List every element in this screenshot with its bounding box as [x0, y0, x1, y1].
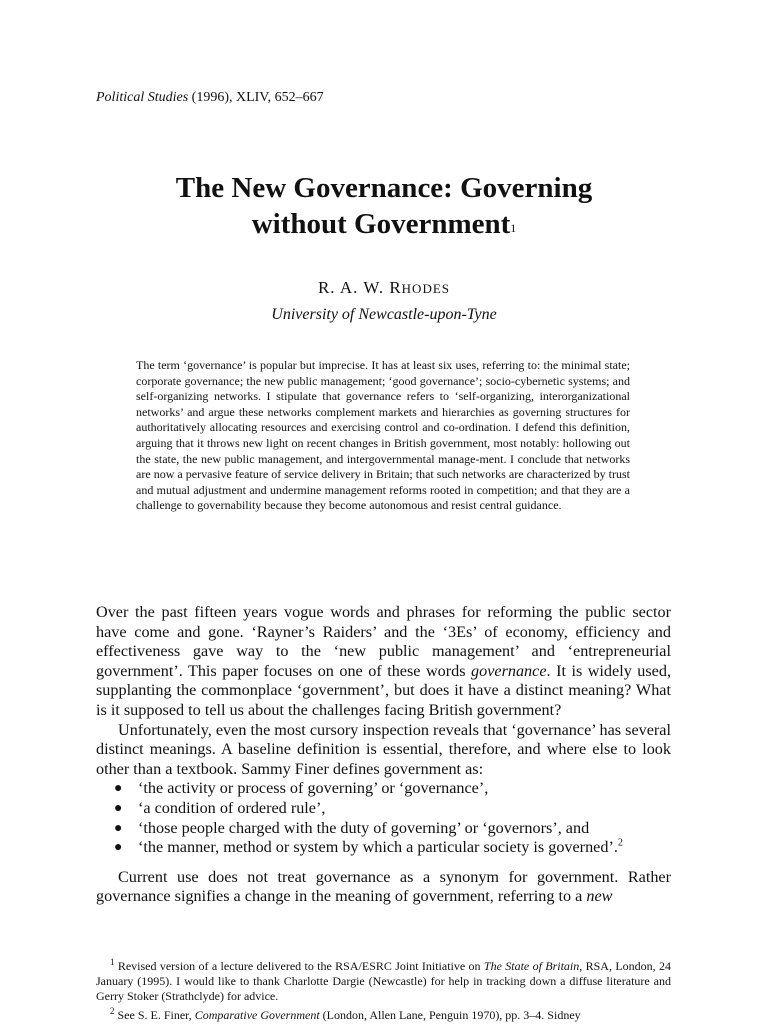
bullet-icon: ●: [114, 840, 123, 856]
list-item: [114, 819, 671, 839]
paragraph-1-emphasis: governance: [471, 661, 547, 680]
paragraph-3-emphasis: new: [586, 887, 613, 906]
footnote-2-part-a: See S. E. Finer,: [117, 1008, 195, 1022]
footnote-2-part-b: (London, Allen Lane, Penguin 1970), pp. 3–4. Sidney: [319, 1008, 581, 1022]
bullet-icon: ●: [114, 781, 123, 797]
title-footnote-marker: 1: [510, 221, 517, 235]
list-item: [114, 779, 671, 799]
paragraph-1: [96, 603, 671, 721]
list-item: [114, 838, 671, 858]
bullet-icon: ●: [114, 820, 123, 836]
paragraph-3: [96, 868, 671, 907]
article-title: [0, 170, 768, 242]
journal-info: (1996), XLIV, 652–667: [191, 90, 324, 105]
footnote-2: [96, 1004, 671, 1023]
list-item: [114, 799, 671, 819]
body-text: [96, 603, 671, 907]
paragraph-1-part-a: Over the past fifteen years vogue words and phrases for reforming the public sector have come and gone. ‘Rayner’s Raiders’ and the ‘3Es’ of economy, efficiency and effectiveness gave way to the ‘new public management’ and ‘entrepreneurial government’. This paper focuses on one of these words: [96, 603, 671, 680]
paragraph-3-part-a: Current use does not treat governance as a synonym for government. Rather governance signifies a change in the meaning of government, referring to a: [96, 867, 671, 906]
definition-list: [114, 779, 671, 857]
journal-citation: [96, 90, 324, 106]
title-line-1: The New Governance: Governing: [175, 172, 593, 204]
list-item-text: ‘those people charged with the duty of governing’ or ‘governors’, and: [138, 818, 590, 837]
footnote-1-part-a: Revised version of a lecture delivered to the RSA/ESRC Joint Initiative on: [117, 959, 484, 973]
footnote-2-mark: 2: [110, 1006, 115, 1016]
title-line-2-text: without Government: [251, 208, 511, 240]
abstract: The term ‘governance’ is popular but imprecise. It has at least six uses, referring to: the minimal state; corporate governance; the new public management; ‘good governance’; socio-cybernetic systems; and self-organizing networks. I stipulate that governance refers to ‘self-organizing, interorganizational networks’ and argue these networks complement markets and hierarchies as governing structures for authoritatively allocating resources and exercising control and co-ordination. I defend this definition, arguing that it throws new light on recent changes in British government, most notably: hollowing out the state, the new public management, and intergovernmental manage-ment. I conclude that networks are now a pervasive feature of service delivery in Britain; that such networks are characterized by trust and mutual adjustment and undermine management reforms rooted in competition; and that they are a challenge to governability because they become autonomous and resist central guidance.: [136, 358, 630, 513]
list-item-text: ‘the activity or process of governing’ or ‘governance’,: [138, 779, 489, 798]
footnote-1-mark: 1: [110, 957, 115, 967]
footnote-2-emphasis: Comparative Government: [194, 1008, 320, 1022]
author-name: [0, 278, 768, 298]
paragraph-2: Unfortunately, even the most cursory inspection reveals that ‘governance’ has several distinct meanings. A baseline definition is essential, therefore, and where else to look other than a textbook. Sammy Finer defines government as:: [96, 720, 671, 778]
author-affiliation: University of Newcastle-upon-Tyne: [271, 306, 497, 323]
author-initials: R. A. W. R: [317, 278, 402, 297]
footnotes: [96, 955, 671, 1023]
journal-title: Political Studies: [96, 90, 189, 105]
author-surname-smallcaps: HODES: [401, 281, 451, 296]
footnote-1-emphasis: The State of Britain: [483, 959, 580, 973]
paragraph-1-part-b: . It is widely used, supplanting the commonplace ‘government’, but does it have a distinct meaning? What is it supposed to tell us about the challenges facing British government?: [96, 661, 671, 719]
footnote-marker: 2: [617, 837, 623, 849]
list-item-text: ‘the manner, method or system by which a particular society is governed’.: [138, 838, 618, 857]
title-line-2: [0, 206, 768, 242]
bullet-icon: ●: [114, 800, 123, 816]
footnote-1-part-b: , RSA, London, 24 January (1995). I would like to thank Charlotte Dargie (Newcastle) for help in tracking down a diffuse literature and Gerry Stoker (Strathclyde) for advice.: [96, 959, 671, 1003]
list-item-text: ‘a condition of ordered rule’,: [138, 798, 326, 817]
footnote-1: [96, 955, 671, 1004]
